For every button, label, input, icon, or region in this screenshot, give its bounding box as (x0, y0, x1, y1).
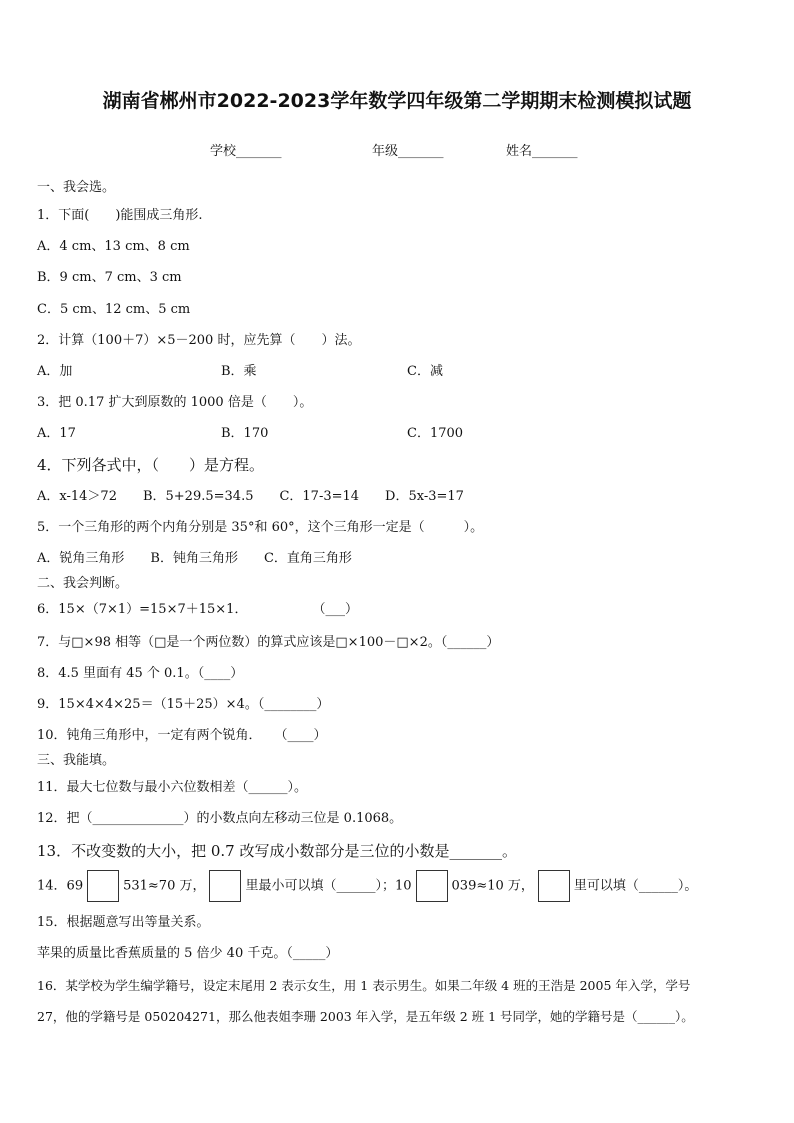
q4-stem: 4．下列各式中，（ ）是方程。 (37, 456, 265, 474)
name-field[interactable]: 姓名_______ (506, 144, 578, 159)
q1-option-c[interactable]: C．5 cm、12 cm、5 cm (37, 302, 191, 317)
q12: 12．把（______________）的小数点向左移动三位是 0.1068。 (37, 811, 403, 826)
q2-option-a[interactable]: A．加 (37, 364, 73, 379)
q5-stem: 5．一个三角形的两个内角分别是 35°和 60°，这个三角形一定是（ ）。 (37, 520, 484, 535)
q16-line-1: 16．某学校为学生编学籍号，设定末尾用 2 表示女生，用 1 表示男生。如果二年级 4 班的王浩是 2005 年入学，学号 (37, 978, 691, 993)
q14-answer-box-3[interactable] (416, 870, 448, 902)
school-field[interactable]: 学校_______ (210, 144, 282, 159)
section-1-heading: 一、我会选。 (37, 180, 116, 195)
q3-option-a[interactable]: A．17 (37, 426, 76, 441)
q14-answer-box-2[interactable] (209, 870, 241, 902)
q5-options[interactable]: A．锐角三角形 B．钝角三角形 C．直角三角形 (37, 551, 352, 566)
q1-option-a[interactable]: A．4 cm、13 cm、8 cm (37, 239, 190, 254)
grade-field[interactable]: 年级_______ (372, 144, 444, 159)
q1-stem: 1．下面( )能围成三角形. (37, 208, 203, 223)
section-2-heading: 二、我会判断。 (37, 576, 129, 591)
q14-answer-box-1[interactable] (87, 870, 119, 902)
q14-part-1: 14．69 (37, 878, 84, 894)
q2-stem: 2．计算（100＋7）×5－200 时，应先算（ ）法。 (37, 333, 361, 348)
q14-part-3: 里最小可以填（______）；10 (245, 878, 412, 894)
q9: 9．15×4×4×25＝（15＋25）×4。（________） (37, 697, 330, 712)
q3-option-c[interactable]: C．1700 (407, 426, 464, 441)
q6: 6．15×（7×1）=15×7＋15×1． （___） (37, 602, 358, 617)
q2-option-b[interactable]: B．乘 (221, 364, 257, 379)
q7: 7．与□×98 相等（□是一个两位数）的算式应该是□×100－□×2。（______） (37, 635, 500, 650)
q1-option-b[interactable]: B．9 cm、7 cm、3 cm (37, 270, 182, 285)
q14-part-2: 531≈70 万， (123, 878, 206, 894)
q8: 8．4.5 里面有 45 个 0.1。（____） (37, 666, 244, 681)
q14 (37, 870, 697, 903)
q14-part-4: 039≈10 万， (451, 878, 534, 894)
q16-line-2: 27，他的学籍号是 050204271，那么他表姐李珊 2003 年入学，是五年级 2 班 1 号同学，她的学籍号是（______）。 (37, 1009, 694, 1024)
section-3-heading: 三、我能填。 (37, 753, 116, 768)
q3-option-b[interactable]: B．170 (221, 426, 269, 441)
q2-option-c[interactable]: C．减 (407, 364, 443, 379)
q11: 11．最大七位数与最小六位数相差（______）。 (37, 780, 308, 795)
q15-stem: 15．根据题意写出等量关系。 (37, 915, 210, 930)
q3-stem: 3．把 0.17 扩大到原数的 1000 倍是（ ）。 (37, 395, 313, 410)
q13: 13．不改变数的大小，把 0.7 改写成小数部分是三位的小数是_______。 (37, 842, 517, 860)
q15-sub: 苹果的质量比香蕉质量的 5 倍少 40 千克。（_____） (37, 946, 339, 961)
page-title: 湖南省郴州市2022-2023学年数学四年级第二学期期末检测模拟试题 (102, 90, 692, 112)
q14-part-5: 里可以填（______）。 (573, 878, 698, 894)
q14-answer-box-4[interactable] (538, 870, 570, 902)
q4-options[interactable]: A．x-14＞72 B．5+29.5=34.5 C．17-3=14 D．5x-3=17 (37, 489, 464, 504)
q10: 10．钝角三角形中，一定有两个锐角． （____） (37, 728, 327, 743)
